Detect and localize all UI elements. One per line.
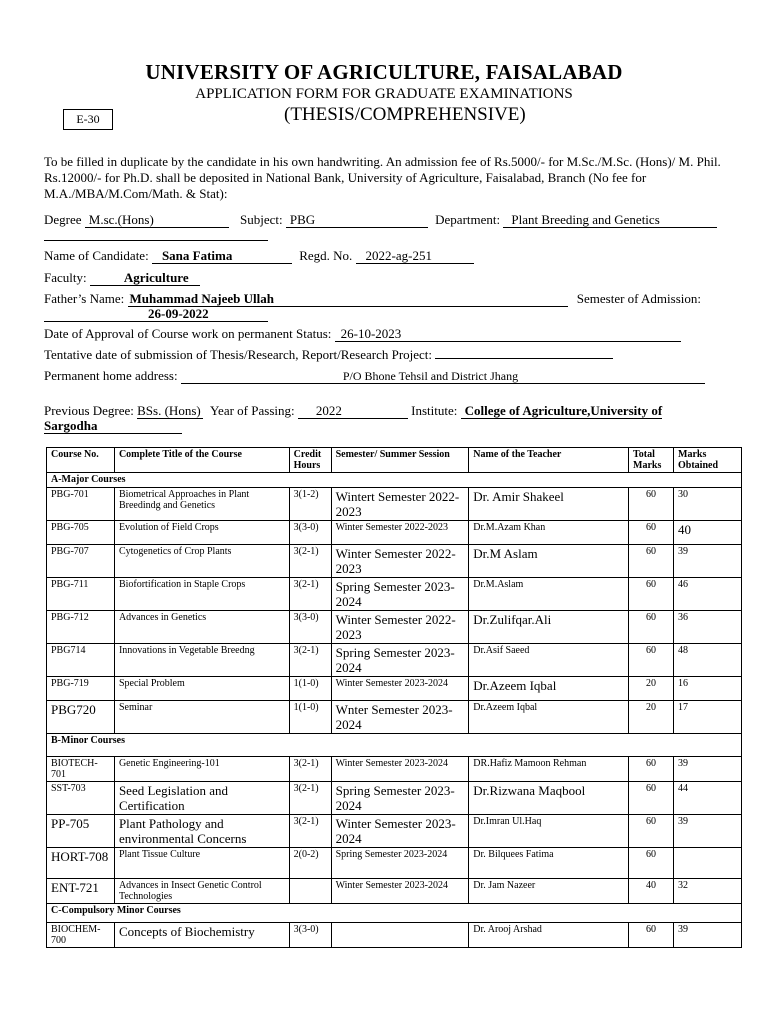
total-marks: 20 (629, 701, 674, 734)
course-title: Advances in Genetics (114, 611, 289, 644)
semester: Winter Semester 2022-2023 (331, 545, 469, 578)
department-value: Plant Breeding and Genetics (503, 213, 717, 228)
tentative-line (44, 347, 613, 363)
department-label: Department: (435, 212, 501, 227)
credit-hours: 3(3-0) (289, 521, 331, 545)
marks-obtained: 30 (674, 488, 742, 521)
credit-hours: 3(2-1) (289, 545, 331, 578)
tentative-value (435, 358, 613, 359)
course-no: BIOTECH-701 (47, 757, 115, 782)
teacher: Dr.M Aslam (469, 545, 629, 578)
marks-obtained: 39 (674, 757, 742, 782)
total-marks: 20 (629, 677, 674, 701)
total-marks: 60 (629, 848, 674, 879)
course-title: Seed Legislation and Certification (114, 782, 289, 815)
father-label: Father’s Name: (44, 291, 125, 306)
subject-value: PBG (286, 213, 428, 228)
marks-obtained: 32 (674, 879, 742, 904)
address-line (44, 368, 705, 384)
previous-degree-line (44, 403, 662, 419)
total-marks: 60 (629, 545, 674, 578)
total-marks: 60 (629, 488, 674, 521)
course-title: Seminar (114, 701, 289, 734)
degree-continuation-line (44, 240, 268, 241)
marks-obtained: 17 (674, 701, 742, 734)
course-no: PBG-719 (47, 677, 115, 701)
regd-value: 2022-ag-251 (356, 249, 474, 264)
course-title: Plant Tissue Culture (114, 848, 289, 879)
course-no: PBG-707 (47, 545, 115, 578)
total-marks: 60 (629, 782, 674, 815)
teacher: Dr. Bilquees Fatima (469, 848, 629, 879)
total-marks: 60 (629, 611, 674, 644)
header-total-marks: Total Marks (629, 448, 674, 473)
total-marks: 60 (629, 757, 674, 782)
semester-admission-line (44, 306, 268, 322)
semester: Wnter Semester 2023-2024 (331, 701, 469, 734)
degree-label: Degree (44, 212, 82, 227)
previous-degree-value: BSs. (Hons) (137, 403, 201, 418)
course-title: Biofortification in Staple Crops (114, 578, 289, 611)
section-row (47, 473, 742, 488)
tentative-label: Tentative date of submission of Thesis/Research, Report/Research Project: (44, 347, 433, 362)
semester: Spring Semester 2023-2024 (331, 782, 469, 815)
total-marks: 40 (629, 879, 674, 904)
semester-admission-label: Semester of Admission: (576, 291, 701, 306)
credit-hours: 2(0-2) (289, 848, 331, 879)
credit-hours: 3(2-1) (289, 578, 331, 611)
degree-line (44, 212, 717, 228)
institute-continuation-line (44, 418, 182, 434)
table-row (47, 578, 742, 611)
credit-hours: 3(2-1) (289, 815, 331, 848)
credit-hours (289, 879, 331, 904)
course-no: BIOCHEM-700 (47, 923, 115, 948)
marks-obtained: 39 (674, 815, 742, 848)
semester: Spring Semester 2023-2024 (331, 848, 469, 879)
course-no: PBG720 (47, 701, 115, 734)
credit-hours: 3(3-0) (289, 611, 331, 644)
course-no: SST-703 (47, 782, 115, 815)
marks-obtained: 48 (674, 644, 742, 677)
course-title: Special Problem (114, 677, 289, 701)
semester: Winter Semester 2023-2024 (331, 815, 469, 848)
table-row (47, 815, 742, 848)
degree-value: M.sc.(Hons) (85, 213, 229, 228)
section-row (47, 734, 742, 757)
table-row (47, 644, 742, 677)
candidate-value: Sana Fatima (152, 249, 292, 264)
course-no: PBG-705 (47, 521, 115, 545)
institute-value-cont: Sargodha (44, 419, 182, 434)
total-marks: 60 (629, 578, 674, 611)
teacher: Dr.Imran Ul.Haq (469, 815, 629, 848)
teacher: Dr.Zulifqar.Ali (469, 611, 629, 644)
header-course-no: Course No. (47, 448, 115, 473)
form-code-box: E-30 (63, 109, 113, 130)
course-no: PP-705 (47, 815, 115, 848)
semester: Spring Semester 2023-2024 (331, 578, 469, 611)
institute-label: Institute: (411, 403, 458, 418)
table-row (47, 848, 742, 879)
total-marks: 60 (629, 521, 674, 545)
credit-hours: 3(2-1) (289, 644, 331, 677)
approval-label: Date of Approval of Course work on permanent Status: (44, 326, 332, 341)
section-title: C-Compulsory Minor Courses (47, 904, 742, 923)
credit-hours: 3(2-1) (289, 782, 331, 815)
semester (331, 923, 469, 948)
total-marks: 60 (629, 923, 674, 948)
course-title: Innovations in Vegetable Breedng (114, 644, 289, 677)
table-row (47, 545, 742, 578)
university-title: UNIVERSITY OF AGRICULTURE, FAISALABAD (145, 60, 623, 84)
semester: Winter Semester 2023-2024 (331, 879, 469, 904)
credit-hours: 3(1-2) (289, 488, 331, 521)
header-semester: Semester/ Summer Session (331, 448, 469, 473)
total-marks: 60 (629, 815, 674, 848)
semester: Winter Semester 2022-2023 (331, 611, 469, 644)
table-row (47, 611, 742, 644)
marks-obtained (674, 848, 742, 879)
course-no: PBG-712 (47, 611, 115, 644)
year-passing-label: Year of Passing: (209, 403, 295, 418)
courses-table (46, 447, 742, 948)
teacher: Dr. Amir Shakeel (469, 488, 629, 521)
marks-obtained: 46 (674, 578, 742, 611)
credit-hours: 3(3-0) (289, 923, 331, 948)
table-row (47, 782, 742, 815)
header-teacher: Name of the Teacher (469, 448, 629, 473)
teacher: Dr.Rizwana Maqbool (469, 782, 629, 815)
regd-label: Regd. No. (299, 248, 353, 263)
header-marks-obtained: Marks Obtained (674, 448, 742, 473)
approval-line (44, 326, 681, 342)
table-row (47, 757, 742, 782)
semester: Winter Semester 2023-2024 (331, 677, 469, 701)
marks-obtained: 39 (674, 545, 742, 578)
faculty-value: Agriculture (90, 271, 200, 286)
course-title: Biometrical Approaches in Plant Breedindg and Genetics (114, 488, 289, 521)
faculty-label: Faculty: (44, 270, 87, 285)
marks-obtained: 39 (674, 923, 742, 948)
address-value: P/O Bhone Tehsil and District Jhang (181, 369, 705, 384)
teacher: Dr. Jam Nazeer (469, 879, 629, 904)
table-row (47, 879, 742, 904)
credit-hours: 3(2-1) (289, 757, 331, 782)
candidate-label: Name of Candidate: (44, 248, 149, 263)
marks-obtained: 36 (674, 611, 742, 644)
address-label: Permanent home address: (44, 368, 178, 383)
semester: Spring Semester 2023-2024 (331, 644, 469, 677)
form-title: APPLICATION FORM FOR GRADUATE EXAMINATIONS (195, 86, 573, 102)
teacher: Dr.Azeem Iqbal (469, 701, 629, 734)
course-title: Genetic Engineering-101 (114, 757, 289, 782)
table-row (47, 923, 742, 948)
course-no: ENT-721 (47, 879, 115, 904)
candidate-line (44, 248, 474, 264)
semester: Wintert Semester 2022-2023 (331, 488, 469, 521)
father-line (44, 291, 701, 307)
marks-obtained: 40 (674, 521, 742, 545)
table-header-row (47, 448, 742, 473)
faculty-line (44, 270, 200, 286)
course-no: PBG-701 (47, 488, 115, 521)
credit-hours: 1(1-0) (289, 701, 331, 734)
institute-value: College of Agriculture,University of (461, 404, 663, 419)
year-passing-value: 2022 (298, 404, 408, 419)
subject-label: Subject: (240, 212, 283, 227)
marks-obtained: 44 (674, 782, 742, 815)
course-title: Plant Pathology and environmental Concerns (114, 815, 289, 848)
section-title: B-Minor Courses (47, 734, 742, 757)
header-course-title: Complete Title of the Course (114, 448, 289, 473)
course-title: Evolution of Field Crops (114, 521, 289, 545)
table-row (47, 701, 742, 734)
form-subtitle: (THESIS/COMPREHENSIVE) (284, 104, 526, 125)
teacher: Dr.M.Aslam (469, 578, 629, 611)
teacher: Dr.Asif Saeed (469, 644, 629, 677)
course-title: Cytogenetics of Crop Plants (114, 545, 289, 578)
marks-obtained: 16 (674, 677, 742, 701)
teacher: Dr. Arooj Arshad (469, 923, 629, 948)
total-marks: 60 (629, 644, 674, 677)
semester: Winter Semester 2022-2023 (331, 521, 469, 545)
credit-hours: 1(1-0) (289, 677, 331, 701)
course-title: Advances in Insect Genetic Control Technologies (114, 879, 289, 904)
father-value: Muhammad Najeeb Ullah (128, 292, 568, 307)
previous-degree-label: Previous Degree: (44, 403, 134, 418)
course-no: HORT-708 (47, 848, 115, 879)
section-title: A-Major Courses (47, 473, 742, 488)
course-title: Concepts of Biochemistry (114, 923, 289, 948)
teacher: Dr.M.Azam Khan (469, 521, 629, 545)
semester: Winter Semester 2023-2024 (331, 757, 469, 782)
approval-value: 26-10-2023 (335, 327, 681, 342)
instructions-paragraph: To be filled in duplicate by the candidate in his own handwriting. An admission fee of Rs.5000/- for M.Sc./M.Sc. (Hons)/ M. Phil. Rs.12000/- for Ph.D. shall be deposited in National Bank, University of Agriculture, Faisalabad, Branch (No fee for M.A./MBA/M.Com/Math. & Stat): (44, 154, 721, 201)
header-credit-hours: Credit Hours (289, 448, 331, 473)
course-no: PBG714 (47, 644, 115, 677)
table-row (47, 488, 742, 521)
teacher: Dr.Azeem Iqbal (469, 677, 629, 701)
teacher: DR.Hafiz Mamoon Rehman (469, 757, 629, 782)
semester-admission-value: 26-09-2022 (44, 307, 268, 322)
table-row (47, 521, 742, 545)
course-no: PBG-711 (47, 578, 115, 611)
table-row (47, 677, 742, 701)
section-row (47, 904, 742, 923)
